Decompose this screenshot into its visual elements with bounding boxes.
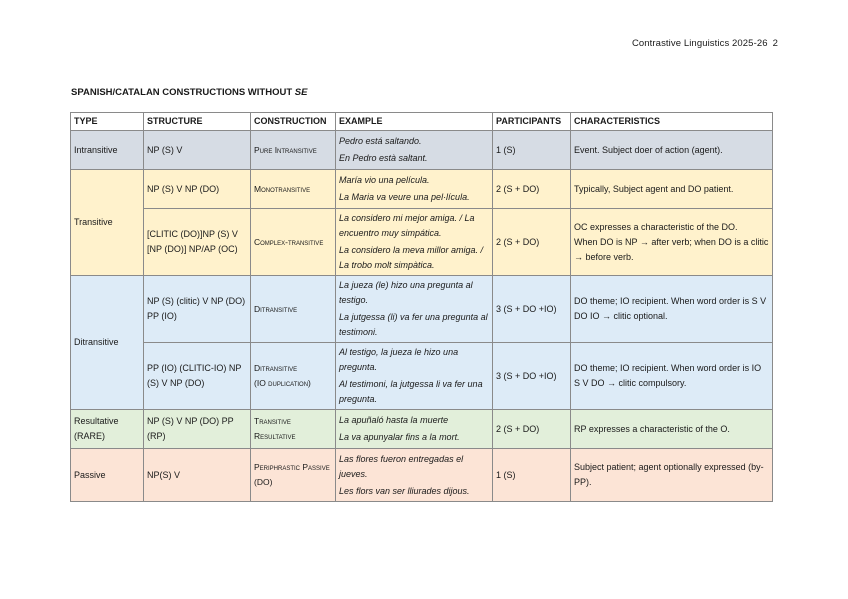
example-spanish: María vio una película. <box>339 175 430 185</box>
cell-type: Passive <box>71 449 144 502</box>
cell-participants: 2 (S + DO) <box>493 170 571 209</box>
cell-construction <box>251 343 336 410</box>
example-catalan: La jutgessa (li) va fer una pregunta al testimoni. <box>339 312 488 337</box>
cell-structure: PP (IO) (CLITIC-IO) NP (S) V NP (DO) <box>144 343 251 410</box>
title-italic: SE <box>294 87 308 98</box>
example-catalan: Les flors van ser lliurades dijous. <box>339 485 470 496</box>
cell-structure: NP (S) V NP (DO) PP (RP) <box>144 410 251 449</box>
cell-characteristics: RP expresses a characteristic of the O. <box>571 410 773 449</box>
example-spanish: Al testigo, la jueza le hizo una pregunta. <box>339 347 459 372</box>
cell-construction: Transitive Resultative <box>251 410 336 449</box>
cell-type: Intransitive <box>71 131 144 170</box>
cell-type: Resultative (RARE) <box>71 410 144 449</box>
example-catalan: Al testimoni, la jutgessa li va fer una pregunta. <box>339 379 483 404</box>
example-spanish: La considero mi mejor amiga. / La encuentro muy simpática. <box>339 213 475 238</box>
cell-characteristics: DO theme; IO recipient. When word order is IO S V DO → clitic compulsory. <box>571 343 773 410</box>
cell-characteristics: Event. Subject doer of action (agent). <box>571 131 773 170</box>
cell-characteristics: DO theme; IO recipient. When word order is S V DO IO → clitic optional. <box>571 276 773 343</box>
cell-type: Ditransitive <box>71 276 144 410</box>
cell-participants: 3 (S + DO +IO) <box>493 343 571 410</box>
cell-construction: Monotransitive <box>251 170 336 209</box>
example-catalan: La va apunyalar fins a la mort. <box>339 432 460 442</box>
construction-line: (IO duplication) <box>254 378 311 388</box>
example-spanish: Las flores fueron entregadas el jueves. <box>339 453 464 479</box>
cell-participants: 1 (S) <box>493 449 571 502</box>
cell-structure: [CLITIC (DO)]NP (S) V [NP (DO)] NP/AP (OC) <box>144 209 251 276</box>
cell-example <box>336 276 493 343</box>
example-spanish: La apuñaló hasta la muerte <box>339 415 449 425</box>
characteristic-line: OC expresses a characteristic of the DO. <box>574 221 738 232</box>
cell-characteristics: Subject patient; agent optionally expressed (by-PP). <box>571 449 773 502</box>
cell-construction: Pure Intransitive <box>251 131 336 170</box>
example-spanish: La jueza (le) hizo una pregunta al testigo. <box>339 280 473 305</box>
constructions-table <box>70 112 773 502</box>
title-text: SPANISH/CATALAN CONSTRUCTIONS WITHOUT <box>71 87 295 98</box>
cell-participants: 2 (S + DO) <box>493 410 571 449</box>
col-example: EXAMPLE <box>336 113 493 131</box>
cell-construction: Complex-transitive <box>251 209 336 276</box>
table-row <box>71 410 773 449</box>
example-spanish: Pedro está saltando. <box>339 136 422 146</box>
cell-structure: NP(S) V <box>144 449 251 502</box>
col-characteristics: CHARACTERISTICS <box>571 113 773 131</box>
col-construction: CONSTRUCTION <box>251 113 336 131</box>
document-title <box>71 87 307 98</box>
cell-construction: Ditransitive <box>251 276 336 343</box>
col-structure: STRUCTURE <box>144 113 251 131</box>
cell-structure: NP (S) V NP (DO) <box>144 170 251 209</box>
cell-example <box>336 410 493 449</box>
cell-example <box>336 449 493 502</box>
col-participants: PARTICIPANTS <box>493 113 571 131</box>
cell-characteristics: Typically, Subject agent and DO patient. <box>571 170 773 209</box>
col-type: TYPE <box>71 113 144 131</box>
cell-example <box>336 209 493 276</box>
table-row <box>71 276 773 343</box>
table-row <box>71 209 773 276</box>
cell-participants: 3 (S + DO +IO) <box>493 276 571 343</box>
example-catalan: La Maria va veure una pel·lícula. <box>339 192 470 202</box>
table-row <box>71 449 773 502</box>
cell-example <box>336 170 493 209</box>
cell-type: Transitive <box>71 170 144 276</box>
cell-structure: NP (S) V <box>144 131 251 170</box>
page-header <box>632 38 778 49</box>
example-catalan: La considero la meva millor amiga. / La trobo molt simpàtica. <box>339 245 484 270</box>
cell-example <box>336 343 493 410</box>
table-header-row <box>71 113 773 131</box>
construction-line: Ditransitive <box>254 363 298 373</box>
cell-structure: NP (S) (clitic) V NP (DO) PP (IO) <box>144 276 251 343</box>
characteristic-line: When DO is NP → after verb; when DO is a clitic → before verb. <box>574 236 769 262</box>
table-row <box>71 343 773 410</box>
cell-participants: 2 (S + DO) <box>493 209 571 276</box>
course-title: Contrastive Linguistics 2025-26 <box>631 38 768 49</box>
page-number: 2 <box>772 38 778 49</box>
table-row <box>71 131 773 170</box>
cell-characteristics <box>571 209 773 276</box>
cell-example <box>336 131 493 170</box>
cell-participants: 1 (S) <box>493 131 571 170</box>
cell-construction: Periphrastic Passive (DO) <box>251 449 336 502</box>
example-catalan: En Pedro està saltant. <box>339 153 428 163</box>
table-row <box>71 170 773 209</box>
